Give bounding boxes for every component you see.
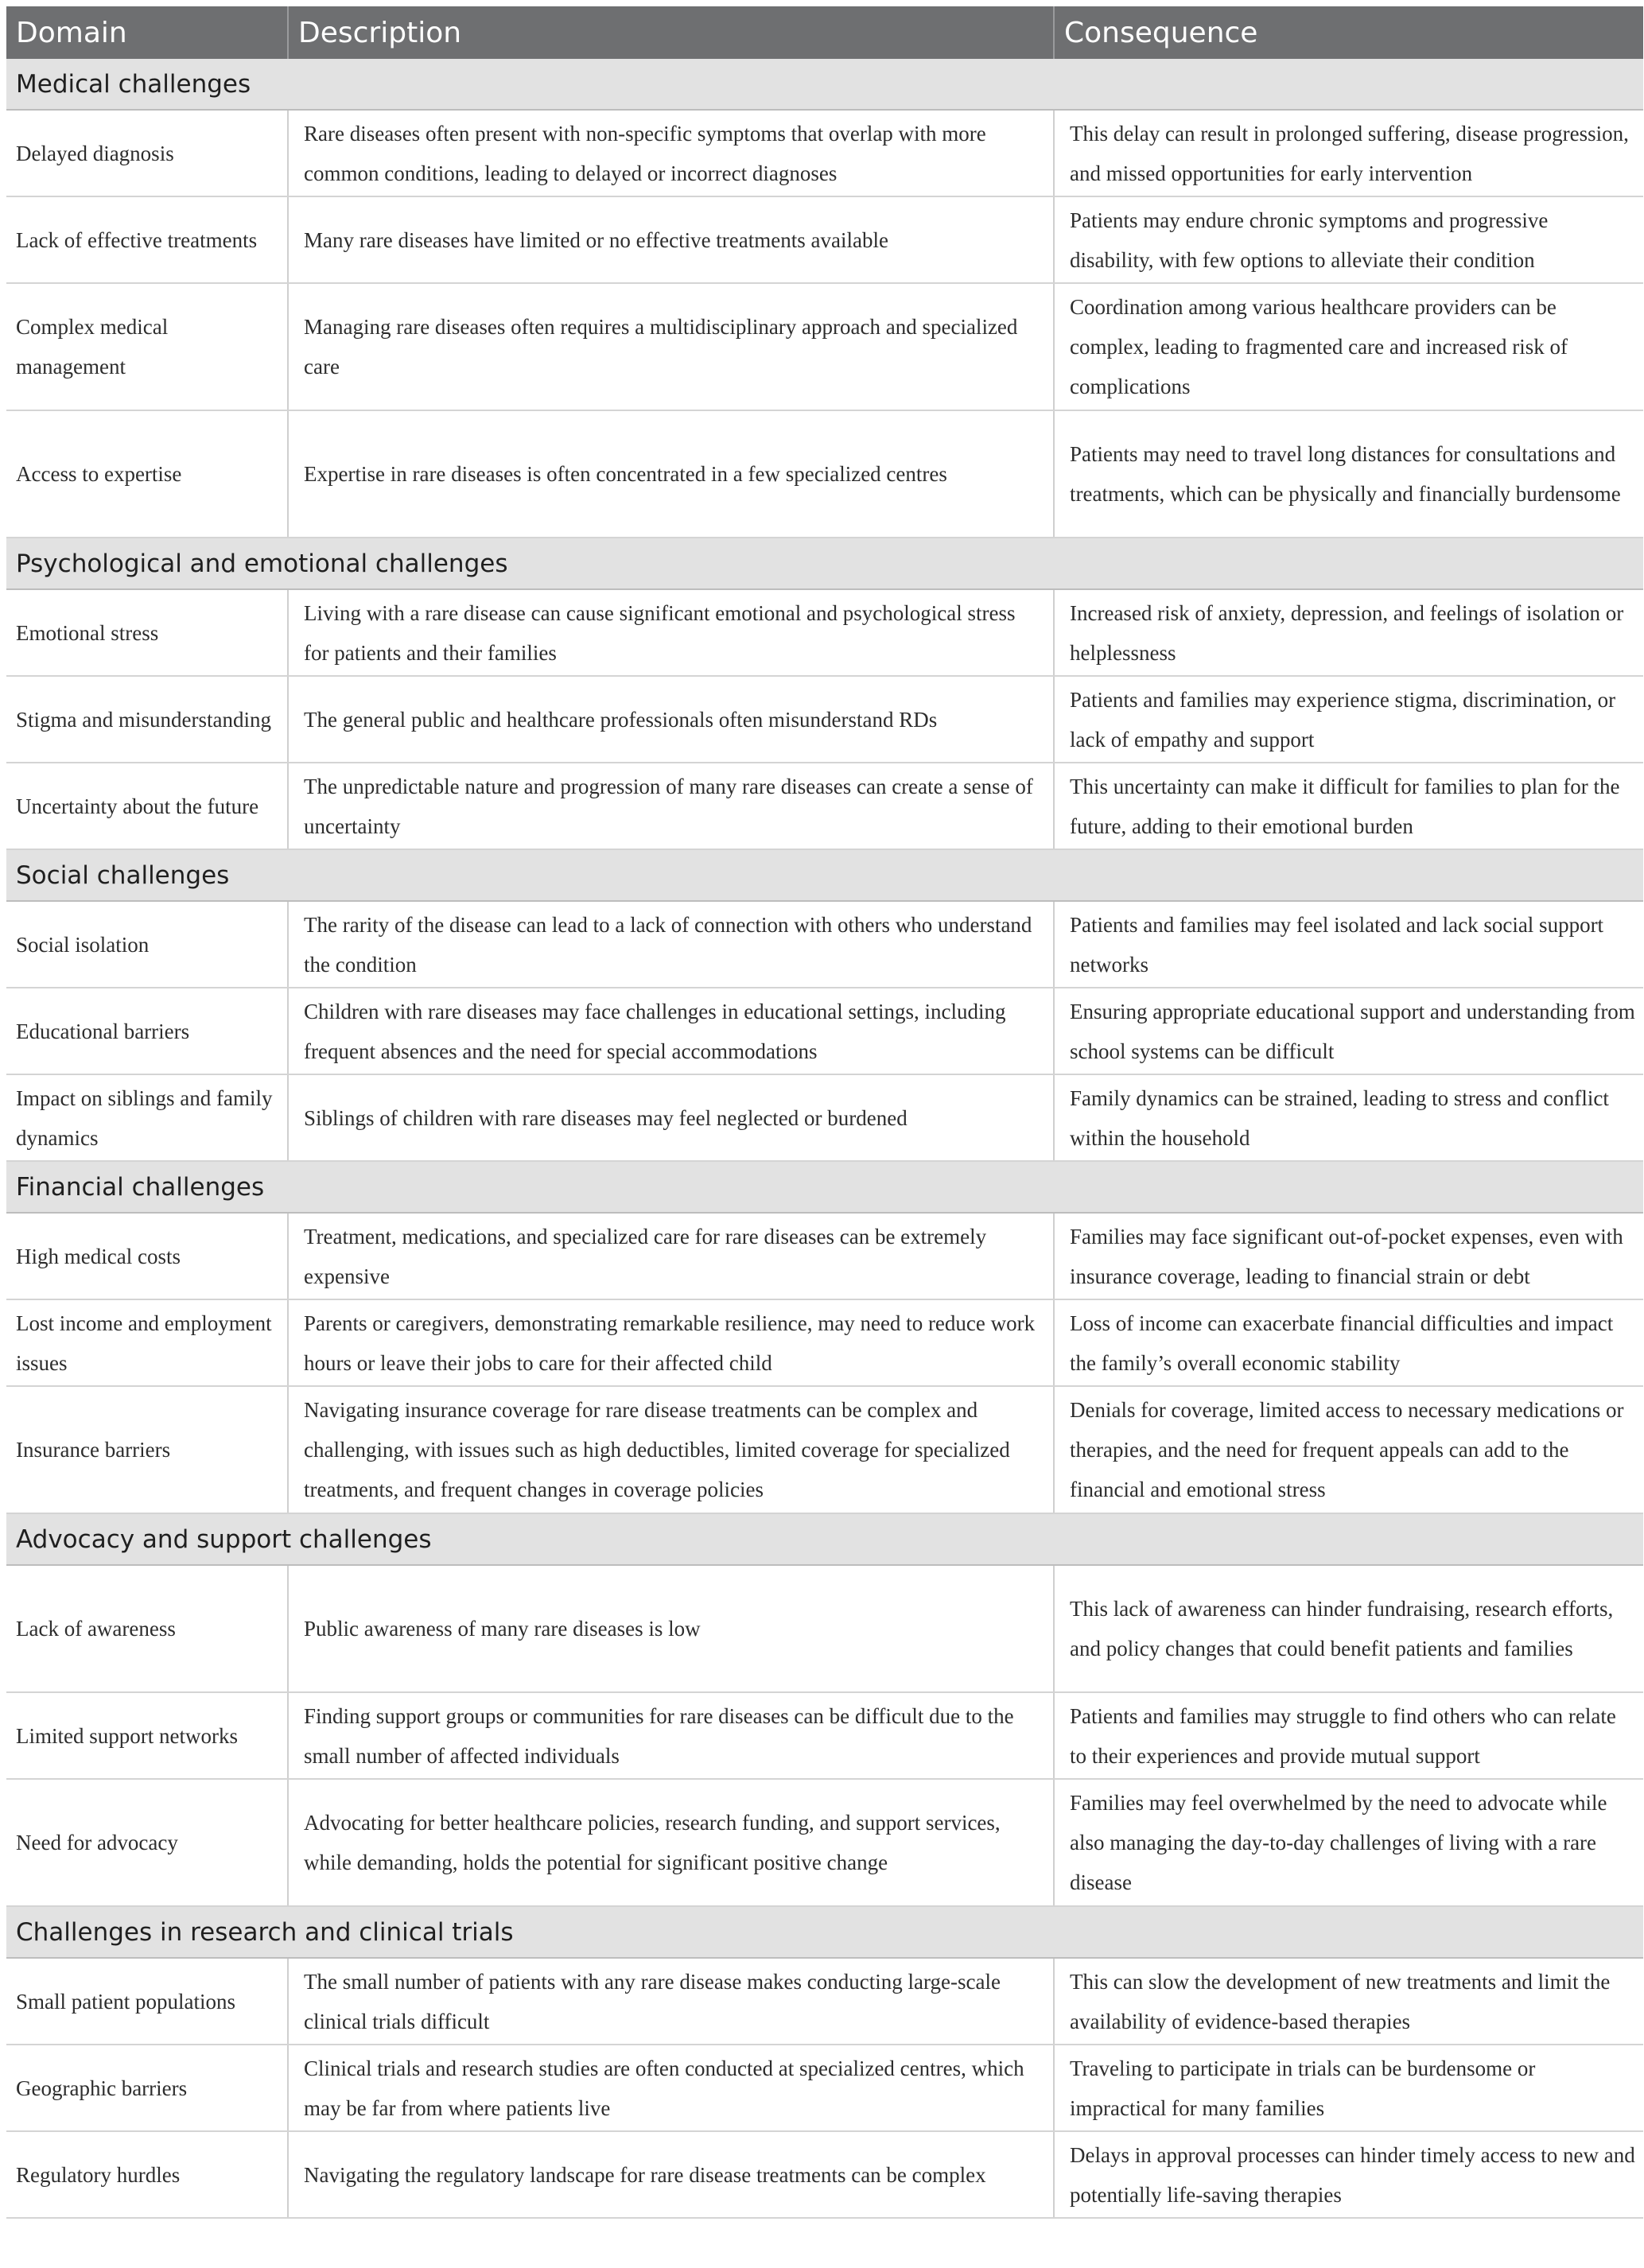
consequence-cell: Patients may need to travel long distances for consultations and treatments, which can be physically and financially burdensome (1054, 410, 1643, 538)
consequence-cell: Patients and families may experience stigma, discrimination, or lack of empathy and support (1054, 676, 1643, 763)
domain-cell: Delayed diagnosis (6, 110, 288, 196)
consequence-cell: This can slow the development of new treatments and limit the availability of evidence-based therapies (1054, 1958, 1643, 2045)
table-row (6, 410, 1643, 538)
section-title: Challenges in research and clinical trials (6, 1906, 1643, 1958)
consequence-cell: Coordination among various healthcare providers can be complex, leading to fragmented care and increased risk of complications (1054, 283, 1643, 410)
section-title: Medical challenges (6, 59, 1643, 110)
consequence-cell: Traveling to participate in trials can be burdensome or impractical for many families (1054, 2045, 1643, 2131)
domain-cell: Educational barriers (6, 988, 288, 1074)
table-row (6, 1299, 1643, 1386)
domain-cell: Social isolation (6, 901, 288, 988)
section-title: Psychological and emotional challenges (6, 538, 1643, 589)
table-row (6, 196, 1643, 283)
domain-cell: Lack of effective treatments (6, 196, 288, 283)
description-cell: Many rare diseases have limited or no effective treatments available (288, 196, 1054, 283)
header-consequence: Consequence (1054, 6, 1643, 59)
table-row (6, 1692, 1643, 1779)
section-row (6, 1906, 1643, 1958)
table-row (6, 110, 1643, 196)
table-row (6, 2131, 1643, 2218)
description-cell: Advocating for better healthcare policies, research funding, and support services, while demanding, holds the potential for significant positive change (288, 1779, 1054, 1906)
description-cell: Living with a rare disease can cause significant emotional and psychological stress for patients and their families (288, 589, 1054, 676)
description-cell: The unpredictable nature and progression of many rare diseases can create a sense of uncertainty (288, 763, 1054, 849)
section-title: Financial challenges (6, 1161, 1643, 1213)
challenges-table (6, 6, 1643, 2219)
consequence-cell: Patients may endure chronic symptoms and progressive disability, with few options to alleviate their condition (1054, 196, 1643, 283)
domain-cell: Lack of awareness (6, 1565, 288, 1692)
consequence-cell: Patients and families may struggle to find others who can relate to their experiences and provide mutual support (1054, 1692, 1643, 1779)
table-row (6, 589, 1643, 676)
domain-cell: Stigma and misunderstanding (6, 676, 288, 763)
description-cell: Public awareness of many rare diseases is low (288, 1565, 1054, 1692)
domain-cell: Emotional stress (6, 589, 288, 676)
consequence-cell: This lack of awareness can hinder fundraising, research efforts, and policy changes that could benefit patients and families (1054, 1565, 1643, 1692)
header-description: Description (288, 6, 1054, 59)
description-cell: Clinical trials and research studies are often conducted at specialized centres, which may be far from where patients live (288, 2045, 1054, 2131)
domain-cell: Insurance barriers (6, 1386, 288, 1513)
consequence-cell: Loss of income can exacerbate financial difficulties and impact the family’s overall economic stability (1054, 1299, 1643, 1386)
description-cell: The general public and healthcare professionals often misunderstand RDs (288, 676, 1054, 763)
description-cell: The small number of patients with any rare disease makes conducting large-scale clinical trials difficult (288, 1958, 1054, 2045)
section-row (6, 849, 1643, 901)
section-row (6, 1513, 1643, 1565)
description-cell: Finding support groups or communities for rare diseases can be difficult due to the small number of affected individuals (288, 1692, 1054, 1779)
consequence-cell: This delay can result in prolonged suffering, disease progression, and missed opportunities for early intervention (1054, 110, 1643, 196)
domain-cell: Impact on siblings and family dynamics (6, 1074, 288, 1161)
domain-cell: Regulatory hurdles (6, 2131, 288, 2218)
consequence-cell: Denials for coverage, limited access to necessary medications or therapies, and the need for frequent appeals can add to the financial and emotional stress (1054, 1386, 1643, 1513)
header-row (6, 6, 1643, 59)
consequence-cell: Ensuring appropriate educational support and understanding from school systems can be difficult (1054, 988, 1643, 1074)
description-cell: Rare diseases often present with non-specific symptoms that overlap with more common conditions, leading to delayed or incorrect diagnoses (288, 110, 1054, 196)
table-row (6, 283, 1643, 410)
description-cell: Navigating the regulatory landscape for rare disease treatments can be complex (288, 2131, 1054, 2218)
table-row (6, 1779, 1643, 1906)
table-row (6, 1565, 1643, 1692)
table-row (6, 1958, 1643, 2045)
description-cell: Parents or caregivers, demonstrating remarkable resilience, may need to reduce work hours or leave their jobs to care for their affected child (288, 1299, 1054, 1386)
description-cell: Siblings of children with rare diseases may feel neglected or burdened (288, 1074, 1054, 1161)
consequence-cell: Family dynamics can be strained, leading to stress and conflict within the household (1054, 1074, 1643, 1161)
consequence-cell: Delays in approval processes can hinder timely access to new and potentially life-saving therapies (1054, 2131, 1643, 2218)
domain-cell: Access to expertise (6, 410, 288, 538)
table-row (6, 763, 1643, 849)
header-domain: Domain (6, 6, 288, 59)
section-row (6, 538, 1643, 589)
domain-cell: Geographic barriers (6, 2045, 288, 2131)
description-cell: Expertise in rare diseases is often concentrated in a few specialized centres (288, 410, 1054, 538)
domain-cell: Uncertainty about the future (6, 763, 288, 849)
table-row (6, 988, 1643, 1074)
description-cell: Managing rare diseases often requires a multidisciplinary approach and specialized care (288, 283, 1054, 410)
domain-cell: Small patient populations (6, 1958, 288, 2045)
domain-cell: Lost income and employment issues (6, 1299, 288, 1386)
domain-cell: Limited support networks (6, 1692, 288, 1779)
table-row (6, 676, 1643, 763)
description-cell: The rarity of the disease can lead to a lack of connection with others who understand the condition (288, 901, 1054, 988)
section-title: Social challenges (6, 849, 1643, 901)
table-row (6, 1386, 1643, 1513)
description-cell: Navigating insurance coverage for rare disease treatments can be complex and challenging, with issues such as high deductibles, limited coverage for specialized treatments, and frequent changes in coverage policies (288, 1386, 1054, 1513)
section-row (6, 1161, 1643, 1213)
consequence-cell: This uncertainty can make it difficult for families to plan for the future, adding to their emotional burden (1054, 763, 1643, 849)
consequence-cell: Families may feel overwhelmed by the need to advocate while also managing the day-to-day challenges of living with a rare disease (1054, 1779, 1643, 1906)
domain-cell: High medical costs (6, 1213, 288, 1299)
section-row (6, 59, 1643, 110)
table-row (6, 1213, 1643, 1299)
description-cell: Treatment, medications, and specialized care for rare diseases can be extremely expensive (288, 1213, 1054, 1299)
table-row (6, 901, 1643, 988)
table-row (6, 2045, 1643, 2131)
domain-cell: Complex medical management (6, 283, 288, 410)
consequence-cell: Families may face significant out-of-pocket expenses, even with insurance coverage, leading to financial strain or debt (1054, 1213, 1643, 1299)
description-cell: Children with rare diseases may face challenges in educational settings, including frequent absences and the need for special accommodations (288, 988, 1054, 1074)
domain-cell: Need for advocacy (6, 1779, 288, 1906)
table-row (6, 1074, 1643, 1161)
consequence-cell: Increased risk of anxiety, depression, and feelings of isolation or helplessness (1054, 589, 1643, 676)
consequence-cell: Patients and families may feel isolated and lack social support networks (1054, 901, 1643, 988)
section-title: Advocacy and support challenges (6, 1513, 1643, 1565)
